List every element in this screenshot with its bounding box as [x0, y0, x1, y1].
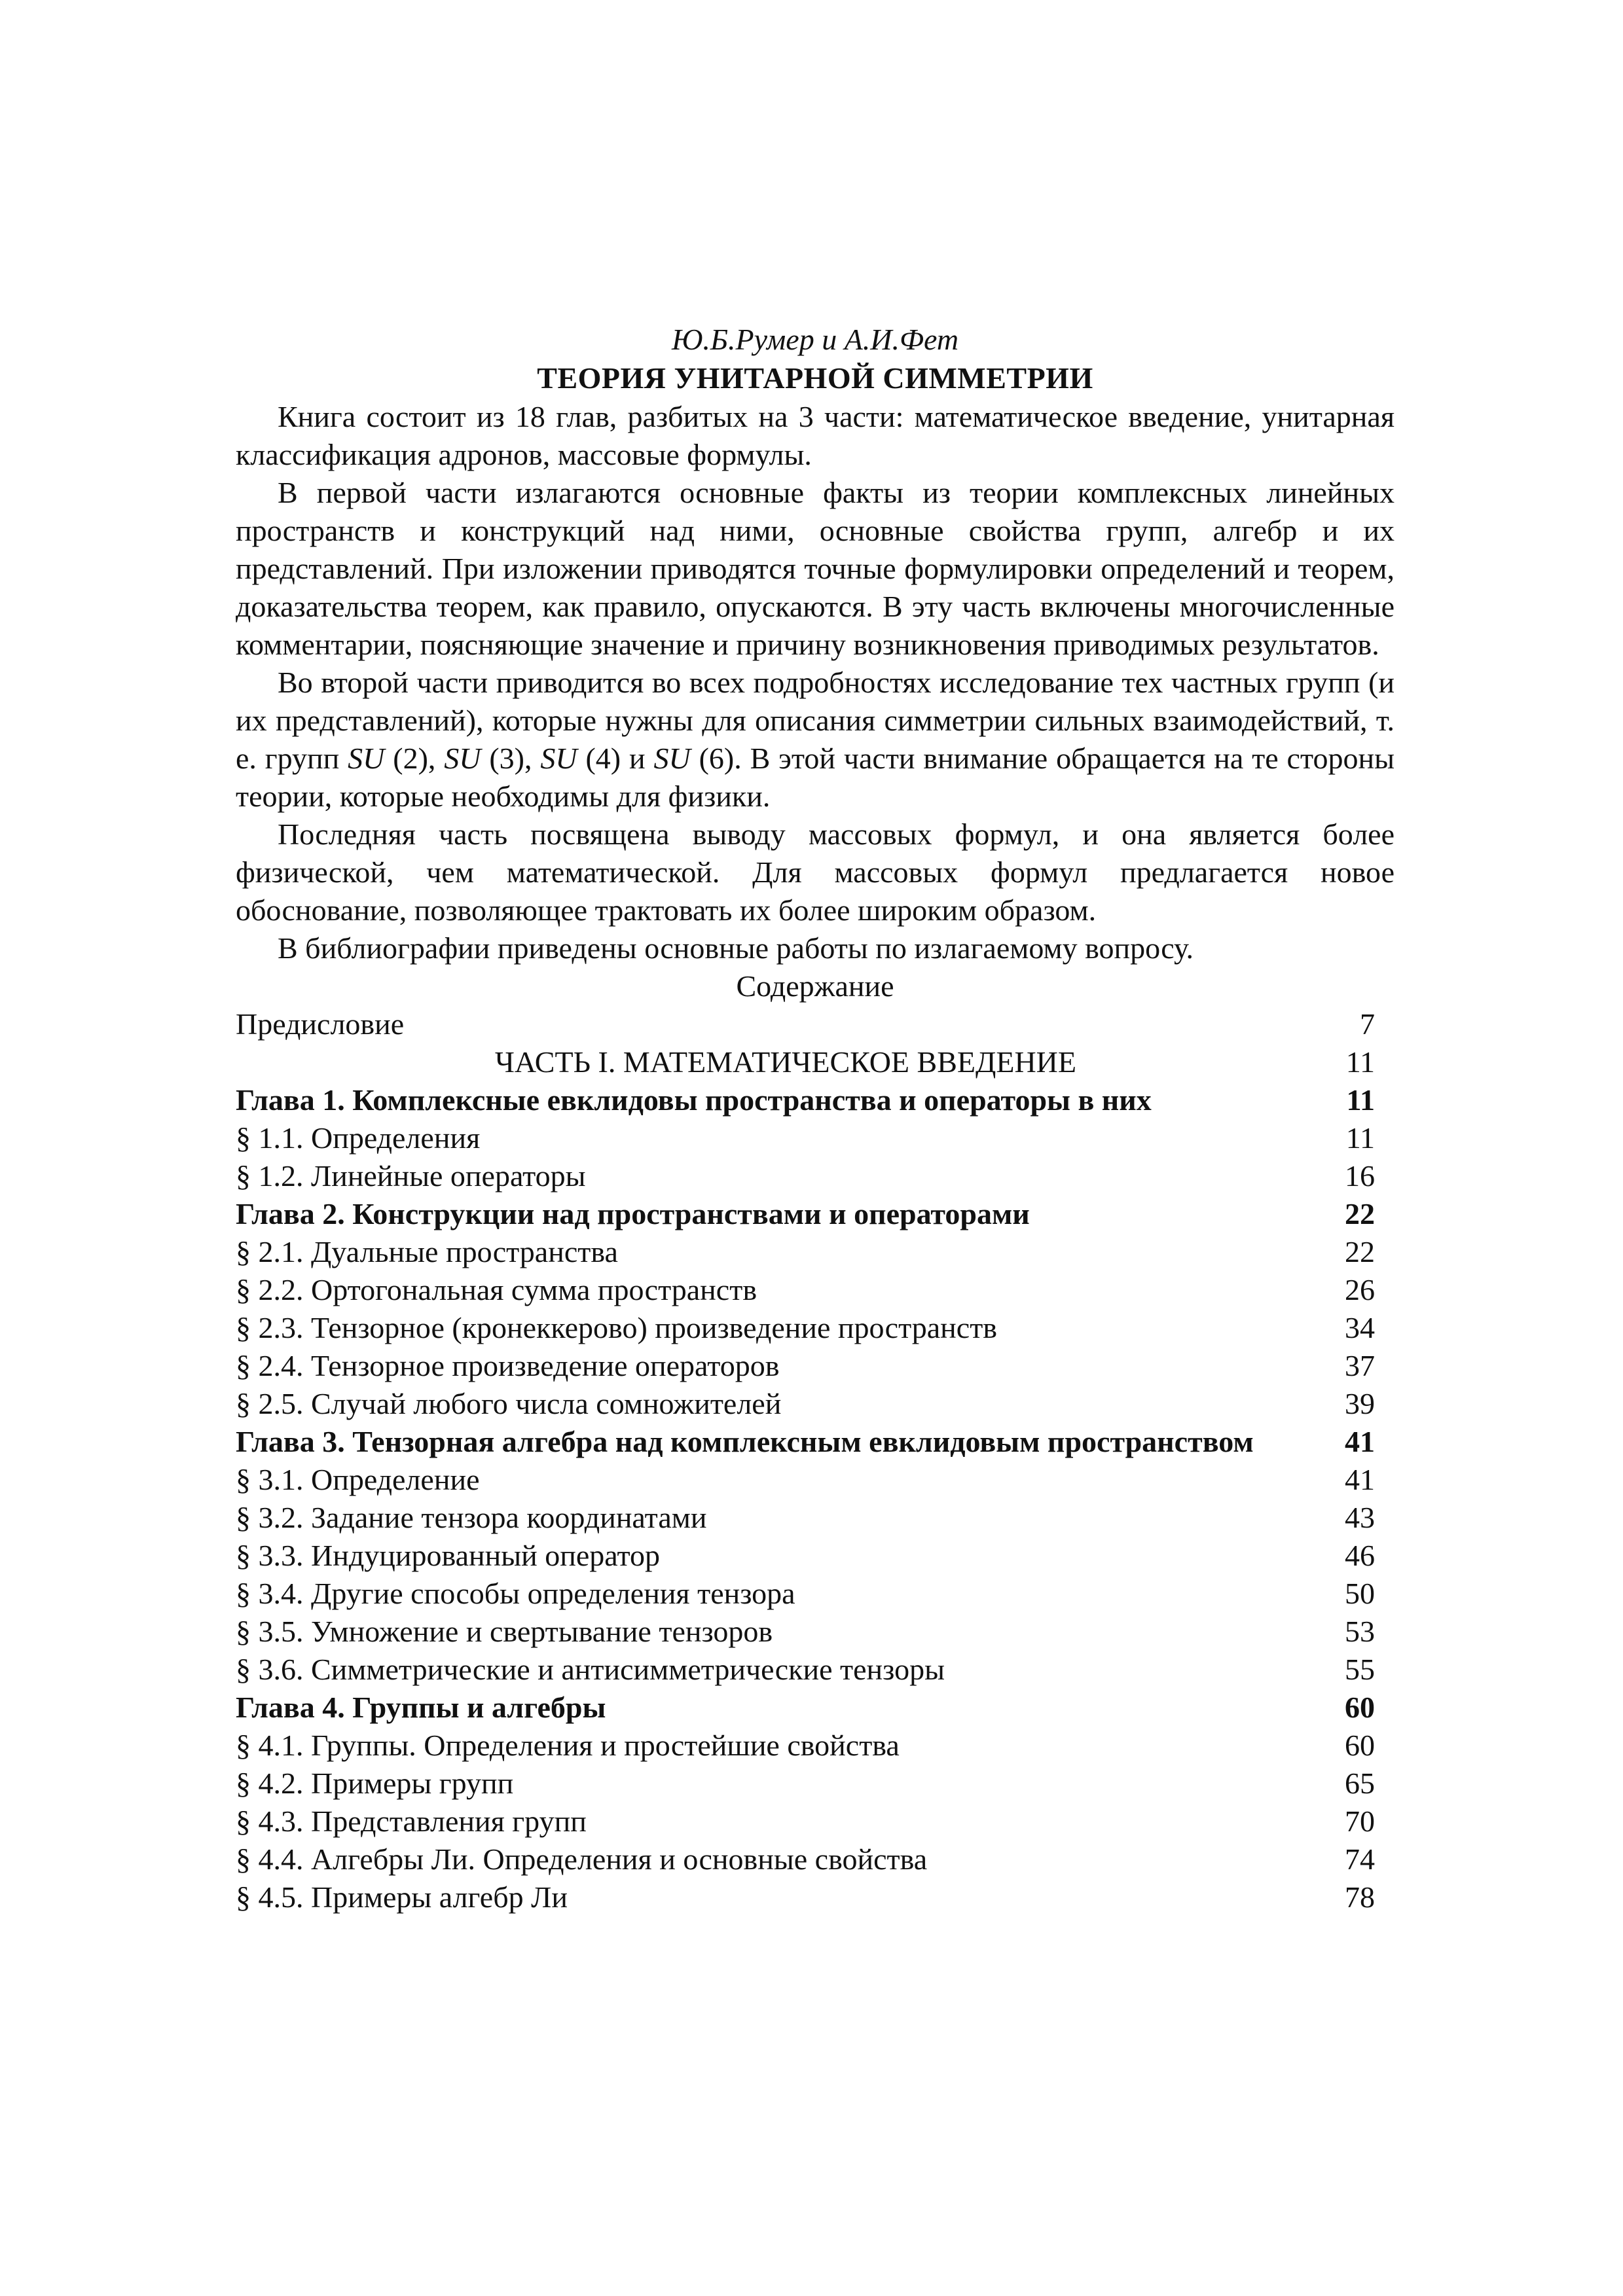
toc-row-section: [236, 1461, 1395, 1499]
toc-label: Глава 4. Группы и алгебры: [236, 1691, 606, 1724]
toc-page: 11: [1345, 1121, 1375, 1155]
toc-row-chapter-3: [236, 1423, 1395, 1461]
toc-label: Предисловие: [236, 1007, 405, 1041]
toc-row-section: [236, 1878, 1395, 1916]
toc-page: 60: [1345, 1729, 1375, 1762]
toc-row-section: [236, 1727, 1395, 1765]
toc-label: § 3.2. Задание тензора координатами: [236, 1501, 707, 1534]
toc-label: § 2.1. Дуальные пространства: [236, 1235, 618, 1268]
toc-page: 43: [1345, 1501, 1375, 1534]
toc-label: § 2.5. Случай любого числа сомножителей: [236, 1387, 782, 1420]
toc-label: § 4.5. Примеры алгебр Ли: [236, 1880, 568, 1914]
toc-page: 65: [1345, 1767, 1375, 1800]
su2-symbol: SU: [348, 742, 385, 775]
toc-row-chapter-2: [236, 1195, 1395, 1233]
toc-page: 46: [1345, 1539, 1375, 1572]
toc-page: 34: [1345, 1311, 1375, 1344]
toc-page: 74: [1345, 1842, 1375, 1876]
su3-symbol: SU: [444, 742, 481, 775]
p3-text-post: В этой части внимание обращается на те стороны теории, которые необходимы для физики.: [236, 742, 1395, 813]
toc-row-section: [236, 1233, 1395, 1271]
toc-label: § 2.4. Тензорное произведение операторов: [236, 1349, 780, 1382]
toc-heading: Содержание: [736, 969, 894, 1003]
toc-row-section: [236, 1119, 1395, 1157]
annotation-paragraph-3: [236, 664, 1395, 816]
toc-row-section: [236, 1157, 1395, 1195]
toc-page: 50: [1345, 1577, 1375, 1610]
annotation-paragraph-1: Книга состоит из 18 глав, разбитых на 3 части: математическое введение, унитарная классификация адронов, массовые формулы.: [236, 400, 1395, 471]
toc-page: 37: [1345, 1349, 1375, 1382]
toc-row-section: [236, 1347, 1395, 1385]
authors: Ю.Б.Румер и А.И.Фет: [671, 323, 959, 356]
su6-arg: (6).: [690, 742, 742, 775]
toc-page: 78: [1345, 1880, 1375, 1914]
toc-row-section: [236, 1537, 1395, 1575]
toc-label: Глава 2. Конструкции над пространствами и операторами: [236, 1197, 1030, 1230]
su6-symbol: SU: [653, 742, 691, 775]
toc-row-chapter-4: [236, 1689, 1395, 1727]
toc-page: 11: [1346, 1083, 1375, 1117]
toc-page: 55: [1345, 1653, 1375, 1686]
toc-row-part-1: [236, 1043, 1395, 1081]
toc-label: § 3.1. Определение: [236, 1463, 480, 1496]
toc-page: 70: [1345, 1804, 1375, 1838]
su4-arg: (4) и: [577, 742, 654, 775]
toc-row-section: [236, 1309, 1395, 1347]
toc-label: § 2.3. Тензорное (кронеккерово) произведение пространств: [236, 1311, 998, 1344]
toc-label: § 3.3. Индуцированный оператор: [236, 1539, 661, 1572]
toc-row-section: [236, 1840, 1395, 1878]
su3-arg: (3),: [481, 742, 541, 775]
toc-page: 22: [1345, 1235, 1375, 1268]
toc-page: 41: [1345, 1463, 1375, 1496]
toc-label: § 3.4. Другие способы определения тензора: [236, 1577, 795, 1610]
toc-label: § 4.2. Примеры групп: [236, 1767, 514, 1800]
toc-label: § 1.1. Определения: [236, 1121, 481, 1155]
toc-label: § 3.5. Умножение и свертывание тензоров: [236, 1615, 773, 1648]
toc-label: § 3.6. Симметрические и антисимметрические тензоры: [236, 1653, 945, 1686]
toc-page: 41: [1345, 1425, 1375, 1458]
toc-page: 26: [1345, 1273, 1375, 1306]
toc-row-section: [236, 1651, 1395, 1689]
toc-row-section: [236, 1803, 1395, 1840]
toc-row-section: [236, 1765, 1395, 1803]
toc-label: § 2.2. Ортогональная сумма пространств: [236, 1273, 757, 1306]
toc-row-section: [236, 1613, 1395, 1651]
toc-label: ЧАСТЬ I. МАТЕМАТИЧЕСКОЕ ВВЕДЕНИЕ: [494, 1045, 1076, 1079]
toc-label: § 4.4. Алгебры Ли. Определения и основные свойства: [236, 1842, 928, 1876]
toc-row-chapter-1: [236, 1081, 1395, 1119]
toc-row-section: [236, 1499, 1395, 1537]
annotation-paragraph-2: В первой части излагаются основные факты из теории комплексных линейных пространств и конструкций над ними, основные свойства групп, алгебр и их представлений. При изложении приводятся точные формулировки определений и теорем, доказательства теорем, как правило, опускаются. В эту часть включены многочисленные комментарии, поясняющие значение и причину возникновения приводимых результатов.: [236, 476, 1395, 661]
su2-arg: (2),: [384, 742, 445, 775]
toc-page: 39: [1345, 1387, 1375, 1420]
toc-label: § 1.2. Линейные операторы: [236, 1159, 586, 1193]
toc-page: 22: [1345, 1197, 1375, 1230]
annotation-paragraph-5: В библиографии приведены основные работы по излагаемому вопросу.: [278, 931, 1194, 965]
toc-page: 53: [1345, 1615, 1375, 1648]
toc-row-section: [236, 1385, 1395, 1423]
toc-row-section: [236, 1271, 1395, 1309]
toc-page: 60: [1345, 1691, 1375, 1724]
book-title: ТЕОРИЯ УНИТАРНОЙ СИММЕТРИИ: [537, 361, 1093, 395]
toc-label: § 4.3. Представления групп: [236, 1804, 587, 1838]
toc-row-preface: [236, 1005, 1395, 1043]
su4-symbol: SU: [540, 742, 577, 775]
document-page: [236, 321, 1395, 1916]
annotation-paragraph-4: Последняя часть посвящена выводу массовых формул, и она является более физической, чем математической. Для массовых формул предлагается новое обоснование, позволяющее трактовать их более широким образом.: [236, 817, 1395, 927]
toc-label: § 4.1. Группы. Определения и простейшие свойства: [236, 1729, 900, 1762]
toc-label: Глава 3. Тензорная алгебра над комплексным евклидовым пространством: [236, 1425, 1254, 1458]
toc-page: 11: [1345, 1045, 1375, 1079]
toc-label: Глава 1. Комплексные евклидовы пространства и операторы в них: [236, 1083, 1152, 1117]
toc-page: 16: [1345, 1159, 1375, 1193]
toc-page: 7: [1360, 1007, 1375, 1041]
table-of-contents: [236, 1005, 1395, 1916]
p3-text-pre: Во второй части приводится во всех подробностях исследование тех частных групп (и их представлений), которые нужны для описания симметрии сильных взаимодействий, т. е. групп: [236, 666, 1395, 775]
toc-row-section: [236, 1575, 1395, 1613]
